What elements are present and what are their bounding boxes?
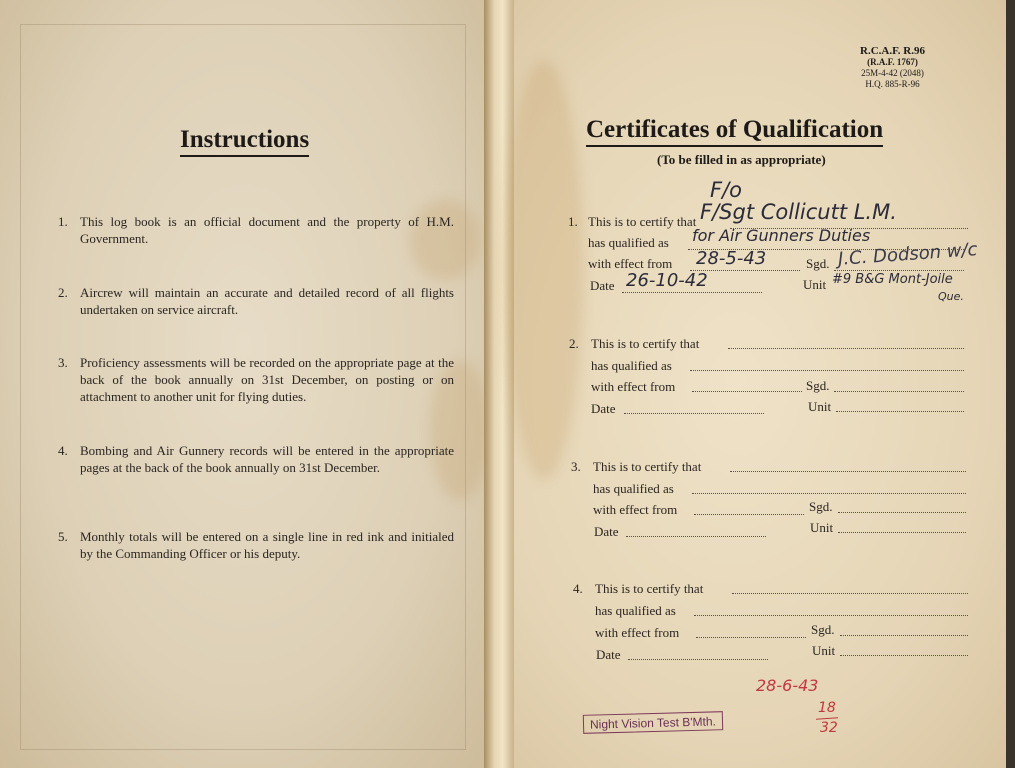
date-label: Date [594,524,619,539]
effect-label: with effect from [591,379,676,394]
qualified-label: has qualified as [595,603,676,618]
certificate-number: 2. [569,336,579,351]
red-ink-fraction-bottom: 32 [820,720,838,736]
date-label: Date [590,278,615,293]
night-vision-stamp: Night Vision Test B'Mth. [583,711,723,734]
handwritten-rank-correction: F/o [710,178,743,202]
instruction-text: Aircrew will maintain an accurate and detailed record of all flights undertaken on service aircraft. [80,285,454,317]
instruction-text: Monthly totals will be entered on a single line in red ink and initialed by the Commanding Officer or his deputy. [80,529,454,561]
instruction-number: 4. [58,443,68,458]
effect-label: with effect from [588,256,673,271]
instruction-text: This log book is an official document and the property of H.M. Government. [80,214,454,246]
instructions-title: Instructions [180,126,309,157]
date-label: Date [596,647,621,662]
certify-label: This is to certify that [593,459,702,474]
handwritten-qualification: for Air Gunners Duties [692,226,871,245]
unit-label: Unit [812,643,836,658]
instruction-number: 3. [58,355,68,370]
certificates-title: Certificates of Qualification [586,116,883,147]
instruction-item [58,284,454,318]
form-codes [860,46,925,90]
certify-label: This is to certify that [588,214,697,229]
handwritten-signature: J.C. Dodson w/c [837,239,979,270]
sgd-label: Sgd. [809,499,833,514]
handwritten-unit: #9 B&G Mont-Joile [832,272,953,287]
red-ink-fraction-top: 18 [818,700,836,716]
sgd-label: Sgd. [806,256,830,271]
sgd-label: Sgd. [811,622,835,637]
form-code: 25M-4-42 (2048) [861,68,924,78]
certificates-subtitle: (To be filled in as appropriate) [657,152,826,167]
certify-label: This is to certify that [591,336,700,351]
instruction-text: Bombing and Air Gunnery records will be entered in the appropriate pages at the back of the book annually on 31st December. [80,443,454,475]
instruction-item [58,354,454,405]
effect-label: with effect from [593,502,678,517]
red-ink-date: 28-6-43 [756,676,819,695]
qualified-label: has qualified as [588,235,669,250]
sgd-label: Sgd. [806,378,830,393]
instruction-number: 1. [58,214,68,229]
unit-label: Unit [803,277,827,292]
instruction-item [58,528,454,562]
unit-label: Unit [810,520,834,535]
instruction-text: Proficiency assessments will be recorded on the appropriate page at the back of the book annually on 31st December, on posting or on attachment to another unit for flying duties. [80,355,454,404]
instruction-item [58,442,454,476]
date-label: Date [591,401,616,416]
certificate-number: 1. [568,214,578,229]
handwritten-name: F/Sgt Collicutt L.M. [700,200,897,224]
qualified-label: has qualified as [593,481,674,496]
certify-label: This is to certify that [595,581,704,596]
handwritten-effective-date: 28-5-43 [696,248,767,269]
certificate-number: 3. [571,459,581,474]
form-code: R.C.A.F. R.96 [860,45,925,57]
certificate-number: 4. [573,581,583,596]
form-code: H.Q. 885-R-96 [865,79,920,89]
instruction-number: 5. [58,529,68,544]
qualified-label: has qualified as [591,358,672,373]
instruction-item [58,213,454,247]
book-cover-edge [1006,0,1015,768]
effect-label: with effect from [595,625,680,640]
form-code: (R.A.F. 1767) [867,57,918,67]
unit-label: Unit [808,399,832,414]
handwritten-date: 26-10-42 [626,270,708,291]
instruction-number: 2. [58,285,68,300]
handwritten-unit-province: Que. [938,290,964,303]
